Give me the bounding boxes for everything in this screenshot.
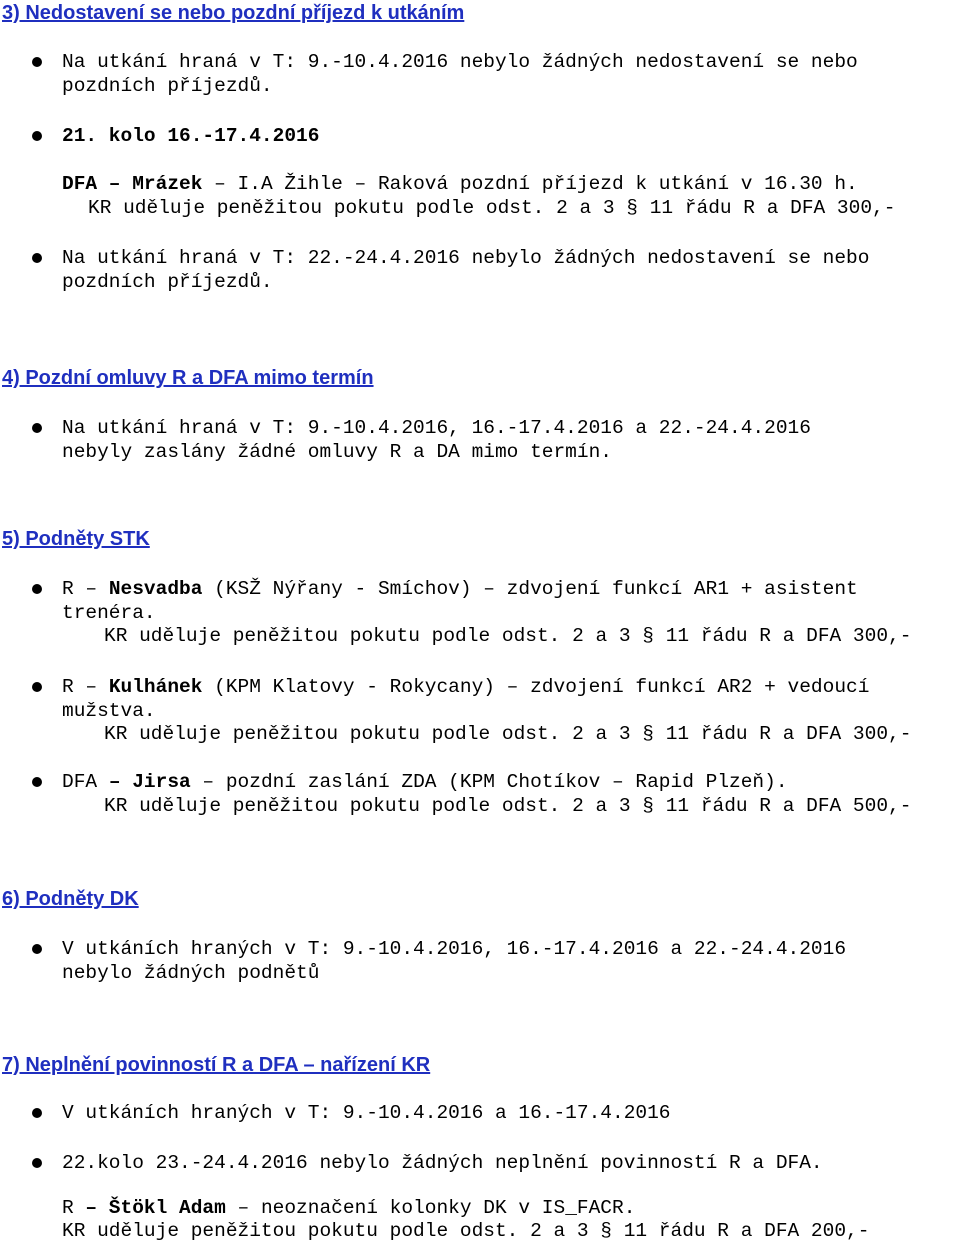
s3-item3-line1: Na utkání hraná v T: 22.-24.4.2016 nebylo žádných nedostavení se nebo xyxy=(62,247,870,269)
s5-item2-line1: R – Kulhánek (KPM Klatovy - Rokycany) – zdvojení funkcí AR2 + vedoucí xyxy=(62,676,870,698)
s3-item1-line1: Na utkání hraná v T: 9.-10.4.2016 nebylo žádných nedostavení se nebo xyxy=(62,51,858,73)
s3-item1-line2: pozdních příjezdů. xyxy=(62,75,273,97)
section-4-heading: 4) Pozdní omluvy R a DFA mimo termín xyxy=(2,367,374,389)
s3-item2-line1: 21. kolo 16.-17.4.2016 xyxy=(62,125,320,147)
section-6-heading: 6) Podněty DK xyxy=(2,888,139,910)
s4-item1-line1: Na utkání hraná v T: 9.-10.4.2016, 16.-17.4.2016 a 22.-24.4.2016 xyxy=(62,417,811,439)
bullet-icon xyxy=(32,1158,42,1168)
s5-item3-line1: DFA – Jirsa – pozdní zaslání ZDA (KPM Chotíkov – Rapid Plzeň). xyxy=(62,771,788,793)
s3-item3-line2: pozdních příjezdů. xyxy=(62,271,273,293)
section-7-heading: 7) Neplnění povinností R a DFA – nařízení KR xyxy=(2,1054,431,1076)
bullet-icon xyxy=(32,1108,42,1118)
s6-item1-line2: nebylo žádných podnětů xyxy=(62,962,320,984)
bullet-icon xyxy=(32,944,42,954)
s3-item2-fine: KR uděluje peněžitou pokutu podle odst. 2 a 3 § 11 řádu R a DFA 300,- xyxy=(88,197,896,219)
bullet-icon xyxy=(32,584,42,594)
s5-item2-line2: mužstva. xyxy=(62,700,156,722)
s5-item2-fine: KR uděluje peněžitou pokutu podle odst. 2 a 3 § 11 řádu R a DFA 300,- xyxy=(104,723,912,745)
s7-item2-fine: KR uděluje peněžitou pokutu podle odst. 2 a 3 § 11 řádu R a DFA 200,- xyxy=(62,1220,870,1242)
bullet-icon xyxy=(32,423,42,433)
s5-item1-fine: KR uděluje peněžitou pokutu podle odst. 2 a 3 § 11 řádu R a DFA 300,- xyxy=(104,625,912,647)
bullet-icon xyxy=(32,777,42,787)
bullet-icon xyxy=(32,253,42,263)
bullet-icon xyxy=(32,131,42,141)
section-3-heading: 3) Nedostavení se nebo pozdní příjezd k utkáním xyxy=(2,2,465,24)
s5-item3-fine: KR uděluje peněžitou pokutu podle odst. 2 a 3 § 11 řádu R a DFA 500,- xyxy=(104,795,912,817)
s7-item2-line2: R – Štökl Adam – neoznačení kolonky DK v IS_FACR. xyxy=(62,1197,636,1219)
s5-item1-line2: trenéra. xyxy=(62,602,156,624)
s4-item1-line2: nebyly zaslány žádné omluvy R a DA mimo termín. xyxy=(62,441,612,463)
s7-item2-line1: 22.kolo 23.-24.4.2016 nebylo žádných neplnění povinností R a DFA. xyxy=(62,1152,823,1174)
s3-item2-line2: DFA – Mrázek – I.A Žihle – Raková pozdní příjezd k utkání v 16.30 h. xyxy=(62,173,858,195)
s5-item1-line1: R – Nesvadba (KSŽ Nýřany - Smíchov) – zdvojení funkcí AR1 + asistent xyxy=(62,578,858,600)
s7-item1-line1: V utkáních hraných v T: 9.-10.4.2016 a 16.-17.4.2016 xyxy=(62,1102,671,1124)
s6-item1-line1: V utkáních hraných v T: 9.-10.4.2016, 16.-17.4.2016 a 22.-24.4.2016 xyxy=(62,938,847,960)
bullet-icon xyxy=(32,682,42,692)
bullet-icon xyxy=(32,57,42,67)
section-5-heading: 5) Podněty STK xyxy=(2,528,150,550)
